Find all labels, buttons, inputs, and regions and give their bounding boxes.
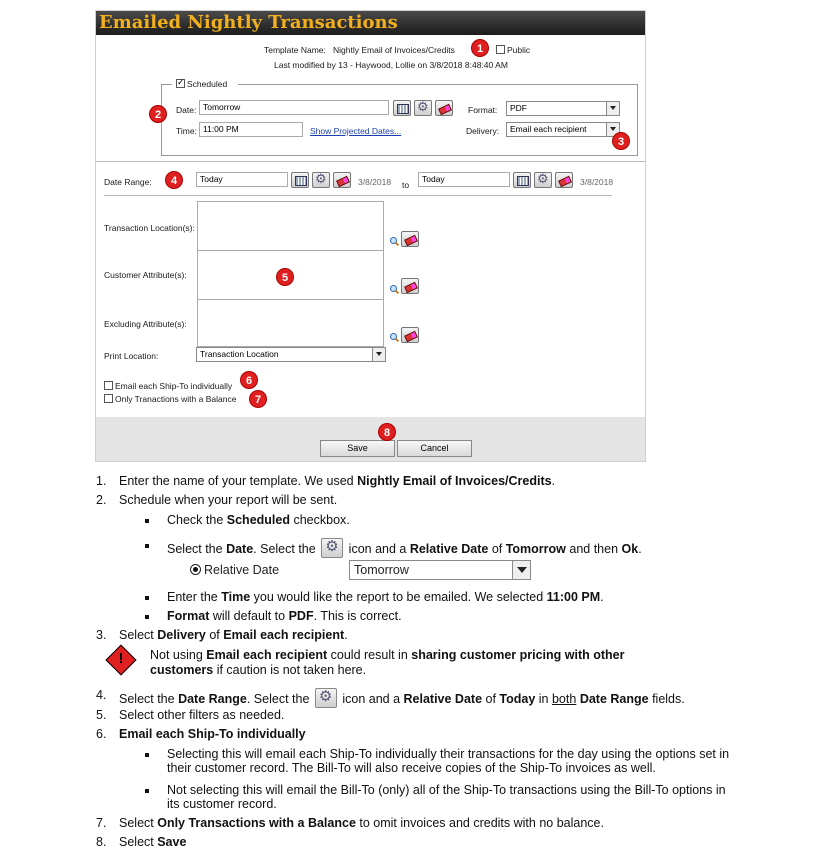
- relative-date-radio[interactable]: [190, 564, 201, 575]
- step-6-bullet-1-line-1: Selecting this will email each Ship-To individually their transactions for the day using the options set in: [167, 747, 730, 761]
- eraser-icon[interactable]: [435, 100, 453, 116]
- show-projected-dates-link[interactable]: Show Projected Dates...: [310, 126, 402, 136]
- relative-date-select[interactable]: [349, 560, 531, 580]
- template-name-value[interactable]: Nightly Email of Invoices/Credits: [333, 45, 455, 55]
- step-2-bullet-2: Select the Date. Select the ⚙ icon and a Relative Date of Tomorrow and then Ok.: [167, 538, 642, 558]
- step-6: Email each Ship-To individually: [119, 727, 306, 741]
- chevron-down-icon: [512, 561, 530, 579]
- marker-1: 1: [471, 39, 489, 57]
- last-modified-text: Last modified by 13 - Haywood, Lollie on 3/8/2018 8:48:40 AM: [274, 60, 508, 70]
- bullet: [145, 596, 149, 600]
- radio-dot: [193, 567, 198, 572]
- only-balance-label: Only Tranactions with a Balance: [115, 394, 237, 404]
- step-5: Select other filters as needed.: [119, 708, 285, 722]
- warning-line-1: Not using Email each recipient could result in sharing customer pricing with other: [150, 648, 625, 662]
- time-label: Time:: [176, 126, 197, 136]
- eraser-icon[interactable]: [555, 172, 573, 188]
- public-label: Public: [507, 45, 531, 55]
- step-number: 1.: [96, 474, 107, 488]
- step-6-bullet-2-line-2: its customer record.: [167, 797, 277, 811]
- excluding-attribute-list[interactable]: [197, 299, 384, 347]
- format-label: Format:: [468, 105, 498, 115]
- excluding-attribute-label: Excluding Attribute(s):: [104, 319, 187, 329]
- calendar-icon[interactable]: [393, 100, 411, 116]
- step-number: 4.: [96, 688, 107, 702]
- delivery-select-value: Email each recipient: [510, 124, 587, 134]
- step-6-bullet-1-line-2: their customer record. The Bill-To will also receive copies of the Ship-To invoices as well.: [167, 761, 656, 775]
- bullet: [145, 544, 149, 548]
- marker-5: 5: [276, 268, 294, 286]
- format-select-value: PDF: [510, 103, 527, 113]
- step-4: Select the Date Range. Select the ⚙ icon and a Relative Date of Today in both Date Range fields.: [119, 688, 685, 708]
- marker-2: 2: [149, 105, 167, 123]
- divider: [96, 161, 645, 162]
- step-2-bullet-4: Format will default to PDF. This is correct.: [167, 609, 402, 623]
- gear-icon[interactable]: [534, 172, 552, 188]
- date-range-label: Date Range:: [104, 177, 152, 187]
- marker-6: 6: [240, 371, 258, 389]
- chevron-down-icon: [606, 102, 619, 115]
- marker-3: 3: [612, 132, 630, 150]
- transaction-location-label: Transaction Location(s):: [104, 223, 195, 233]
- save-button[interactable]: Save: [320, 440, 395, 457]
- email-shipto-checkbox[interactable]: [104, 381, 113, 390]
- step-number: 2.: [96, 493, 107, 507]
- step-8: Select Save: [119, 835, 187, 849]
- step-3: Select Delivery of Email each recipient.: [119, 628, 348, 642]
- divider: [104, 195, 612, 196]
- print-location-label: Print Location:: [104, 351, 159, 361]
- cancel-button[interactable]: Cancel: [397, 440, 472, 457]
- eraser-icon[interactable]: [401, 327, 419, 343]
- scheduled-checkbox[interactable]: [176, 79, 185, 88]
- step-2-bullet-3: Enter the Time you would like the report to be emailed. We selected 11:00 PM.: [167, 590, 604, 604]
- transaction-location-list[interactable]: [197, 201, 384, 251]
- scheduled-legend: [172, 78, 238, 90]
- gear-icon: [315, 688, 337, 708]
- step-2-bullet-1: Check the Scheduled checkbox.: [167, 513, 350, 527]
- step-2: Schedule when your report will be sent.: [119, 493, 338, 507]
- eraser-icon[interactable]: [333, 172, 351, 188]
- date-label: Date:: [176, 105, 197, 115]
- bullet: [145, 519, 149, 523]
- search-icon[interactable]: [389, 332, 399, 342]
- range-from-date: 3/8/2018: [358, 177, 392, 187]
- gear-icon[interactable]: [414, 100, 432, 116]
- only-balance-checkbox[interactable]: [104, 394, 113, 403]
- range-from-input[interactable]: Today: [196, 172, 288, 187]
- chevron-down-icon: [372, 348, 385, 361]
- step-number: 5.: [96, 708, 107, 722]
- step-number: 7.: [96, 816, 107, 830]
- report-settings-panel: [95, 10, 646, 462]
- marker-8: 8: [378, 423, 396, 441]
- bullet: [145, 615, 149, 619]
- email-shipto-label: Email each Ship-To individually: [115, 381, 233, 391]
- gear-icon[interactable]: [312, 172, 330, 188]
- date-input[interactable]: Tomorrow: [199, 100, 389, 115]
- format-select[interactable]: [506, 101, 620, 116]
- time-input[interactable]: 11:00 PM: [199, 122, 303, 137]
- step-7: Select Only Transactions with a Balance to omit invoices and credits with no balance.: [119, 816, 604, 830]
- step-number: 6.: [96, 727, 107, 741]
- delivery-select[interactable]: [506, 122, 620, 137]
- relative-date-label: Relative Date: [204, 563, 280, 577]
- relative-date-select-value: Tomorrow: [354, 563, 409, 577]
- template-name-label: Template Name:: [264, 45, 326, 55]
- public-checkbox[interactable]: [496, 45, 505, 54]
- step-number: 3.: [96, 628, 107, 642]
- range-to-label: to: [402, 180, 410, 190]
- eraser-icon[interactable]: [401, 278, 419, 294]
- eraser-icon[interactable]: [401, 231, 419, 247]
- warning-exclamation: !: [118, 650, 124, 667]
- marker-7: 7: [249, 390, 267, 408]
- search-icon[interactable]: [389, 236, 399, 246]
- step-number: 8.: [96, 835, 107, 849]
- panel-title-bar: [96, 11, 645, 35]
- marker-4: 4: [165, 171, 183, 189]
- scheduled-label: Scheduled: [187, 79, 228, 89]
- bullet: [145, 753, 149, 757]
- range-to-date: 3/8/2018: [580, 177, 614, 187]
- bullet: [145, 789, 149, 793]
- step-6-bullet-2-line-1: Not selecting this will email the Bill-To (only) all of the Ship-To transactions using the Bill-To options in: [167, 783, 726, 797]
- step-1: Enter the name of your template. We used Nightly Email of Invoices/Credits.: [119, 474, 556, 488]
- panel-title: Emailed Nightly Transactions: [99, 12, 398, 33]
- delivery-label: Delivery:: [466, 126, 500, 136]
- scheduled-group: [161, 84, 638, 156]
- print-location-value: Transaction Location: [200, 349, 279, 359]
- customer-attribute-label: Customer Attribute(s):: [104, 270, 187, 280]
- warning-line-2: customers if caution is not taken here.: [150, 663, 367, 677]
- search-icon[interactable]: [389, 284, 399, 294]
- calendar-icon[interactable]: [291, 172, 309, 188]
- calendar-icon[interactable]: [513, 172, 531, 188]
- range-to-input[interactable]: Today: [418, 172, 510, 187]
- gear-icon: [321, 538, 343, 558]
- print-location-select[interactable]: [196, 347, 386, 362]
